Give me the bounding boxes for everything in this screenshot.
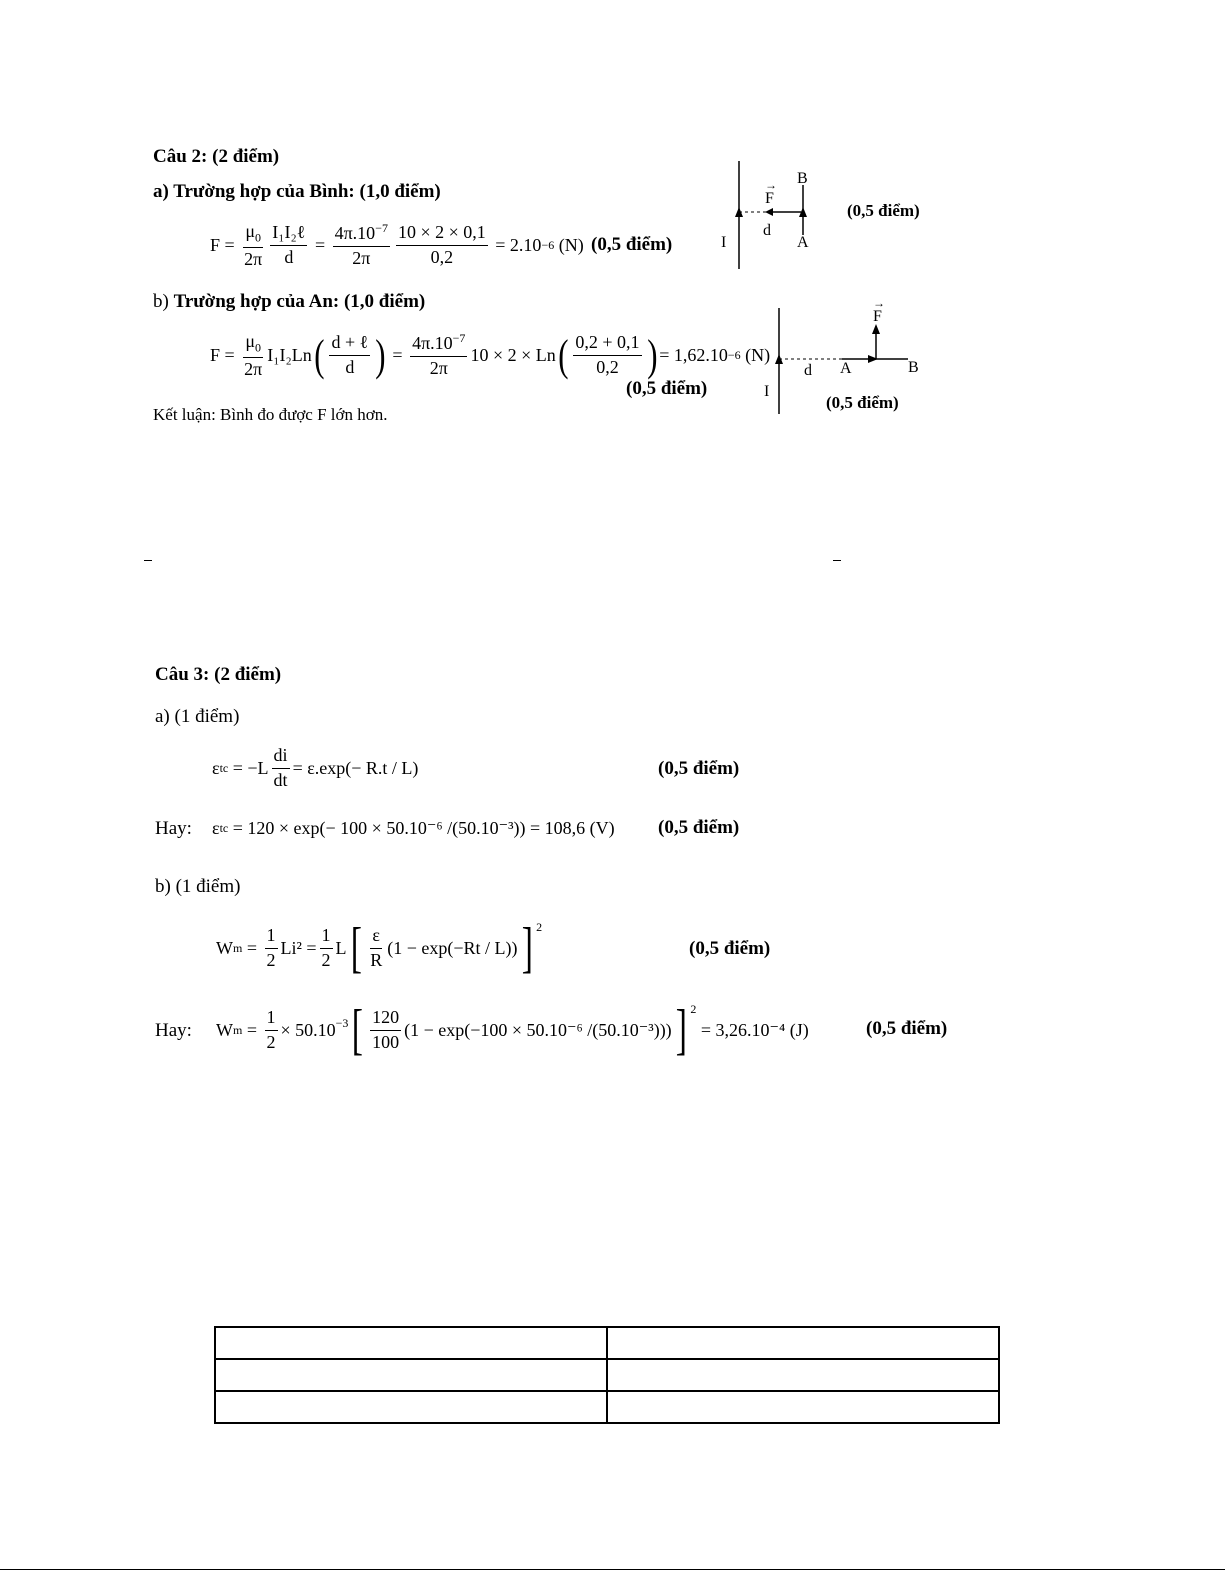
cau2-equation-a: F = $\frac{\mu_0}{2\pi}$ $\frac{\text{I₁I₂ℓ}}{d}$ = $\frac{4\pi.10^{-7}}{2\pi}$ $\frac{10 \times 2 \times 0,1}{0,2}$ = 2.10 −6 (N) xyxy=(210,221,584,269)
eq-b-lhs: F xyxy=(210,345,221,366)
cau3-equation-2: ε tc = 120 × exp(− 100 × 50.10⁻⁶ /(50.10⁻³)) = 108,6 (V) xyxy=(212,818,615,838)
eq-a-current-frac xyxy=(270,223,307,268)
fig-b-label-d: d xyxy=(804,362,812,379)
cau3-points-4: (0,5 điểm) xyxy=(866,1018,948,1039)
cau2-figure-a xyxy=(715,155,845,275)
table-cell xyxy=(607,1391,999,1423)
table-cell xyxy=(215,1327,607,1359)
fig-a-label-B: B xyxy=(797,170,808,187)
eq-a-den02: 0,2 xyxy=(430,247,454,268)
table-cell xyxy=(607,1359,999,1391)
cau2-equation-b: F = $\frac{\mu_0}{2\pi}$ I₁I₂Ln ( $\frac{\text{d + ℓ}}{d}$ ) = $\frac{4\pi.10^{-7}}{2\pi}$ 10 × 2 × Ln ( $\frac{0,2 + 0,1}{0,2}$ ) = 1,62.10 −6 (N) xyxy=(210,330,771,380)
eq-a-4pi: 4π.10 xyxy=(334,223,376,244)
cau3-equation-1: ε tc = −L $\frac{di}{dt}$ = ε.exp(− R.t / L) xyxy=(212,745,419,790)
eq-a-unit: (N) xyxy=(558,235,584,256)
eq-b-mu-frac: $\frac{\mu_0}{2\pi}$ xyxy=(244,331,263,379)
cau2-points-a: (0,5 điểm) xyxy=(591,234,673,255)
cau2-conclusion: Kết luận: Bình đo được F lớn hơn. xyxy=(153,405,388,424)
table-row xyxy=(215,1327,999,1359)
fig-a-points: (0,5 điểm) xyxy=(847,201,920,220)
eq-a-2pi-b: 2π xyxy=(352,248,371,269)
fig-a-label-I: I xyxy=(721,234,727,251)
fig-a-label-d: d xyxy=(763,222,771,239)
eq-b-dl-frac: $\frac{\text{d + ℓ}}{d}$ xyxy=(331,332,369,378)
table-row xyxy=(215,1391,999,1423)
eq-b-unit: (N) xyxy=(745,345,771,366)
cau3-points-2: (0,5 điểm) xyxy=(658,817,740,838)
eq-a-result: = 2.10 xyxy=(495,235,542,256)
cau2-points-b: (0,5 điểm) xyxy=(626,378,708,399)
cau3-equation-4: W m = $\frac{1}{2}$ × 50.10 −3 [ $\frac{120}{100}$ (1 − exp(−100 × 50.10⁻⁶ /(50.10⁻³))) ] 2 = 3,26.10⁻⁴ (J) xyxy=(216,999,809,1061)
eq-a-two-pi: 2π xyxy=(244,248,263,269)
fig-a-label-A: A xyxy=(797,234,809,251)
cau2-part-a-title: a) Trường hợp của Bình: (1,0 điểm) xyxy=(153,181,441,202)
eq-a-i1i2l: I₁I₂ℓ xyxy=(270,223,307,246)
eq-a-4pi-frac xyxy=(333,222,390,269)
fig-b-label-B: B xyxy=(908,359,919,376)
cau3-equation-3: W m = $\frac{1}{2}$ Li² = $\frac{1}{2}$ L [ $\frac{\varepsilon}{R}$ (1 − exp(−Rt / L)) ] 2 xyxy=(216,917,543,979)
page-mark-left xyxy=(144,560,152,561)
signature-table xyxy=(214,1326,1000,1424)
eq-a-prod-frac xyxy=(396,223,488,268)
page-mark-right xyxy=(833,560,841,561)
table-row xyxy=(215,1359,999,1391)
eq-a-d: d xyxy=(284,247,294,268)
eq-a-equals: = xyxy=(220,235,240,256)
page-bottom-rule xyxy=(0,1569,1225,1570)
table-cell xyxy=(607,1327,999,1359)
eq-a-mu: μ xyxy=(245,221,256,241)
cau2-heading: Câu 2: (2 điểm) xyxy=(153,146,280,167)
cau3-hay-label-1: Hay: xyxy=(155,818,192,839)
eq-a-mu-frac xyxy=(242,222,264,270)
fig-b-label-I: I xyxy=(764,383,770,400)
eq-a-result-exp: −6 xyxy=(541,238,555,253)
cau3-points-3: (0,5 điểm) xyxy=(689,938,771,959)
fig-b-label-A: A xyxy=(840,360,852,377)
fig-b-points: (0,5 điểm) xyxy=(826,393,899,412)
eq-a-mu-sub: 0 xyxy=(255,230,262,245)
eq-a-prod: 10 × 2 × 0,1 xyxy=(396,223,488,246)
eq-b-result: = 1,62.10 xyxy=(659,345,728,366)
cau3-part-b-title: b) (1 điểm) xyxy=(155,876,241,897)
fig-a-label-F: → F xyxy=(765,190,774,208)
fig-b-label-F: → F xyxy=(873,308,882,326)
eq-b-4pi-frac: $\frac{4\pi.10^{-7}}{2\pi}$ xyxy=(412,331,466,379)
eq-a-lhs: F xyxy=(210,235,221,256)
eq-b-num-frac: $\frac{0,2 + 0,1}{0,2}$ xyxy=(575,332,640,378)
cau3-hay-label-2: Hay: xyxy=(155,1020,192,1041)
eq-a-exp7: −7 xyxy=(375,221,388,236)
cau2-part-b-title: b) Trường hợp của An: (1,0 điểm) xyxy=(153,291,426,312)
cau3-part-a-title: a) (1 điểm) xyxy=(155,706,240,727)
eq-b-i1i2ln: I₁I₂Ln xyxy=(267,345,312,366)
eq-b-mult: 10 × 2 × Ln xyxy=(470,345,556,366)
fig-a-force-arrow xyxy=(765,208,773,216)
cau3-points-1: (0,5 điểm) xyxy=(658,758,740,779)
cau3-heading: Câu 3: (2 điểm) xyxy=(155,664,282,685)
table-cell xyxy=(215,1359,607,1391)
table-cell xyxy=(215,1391,607,1423)
